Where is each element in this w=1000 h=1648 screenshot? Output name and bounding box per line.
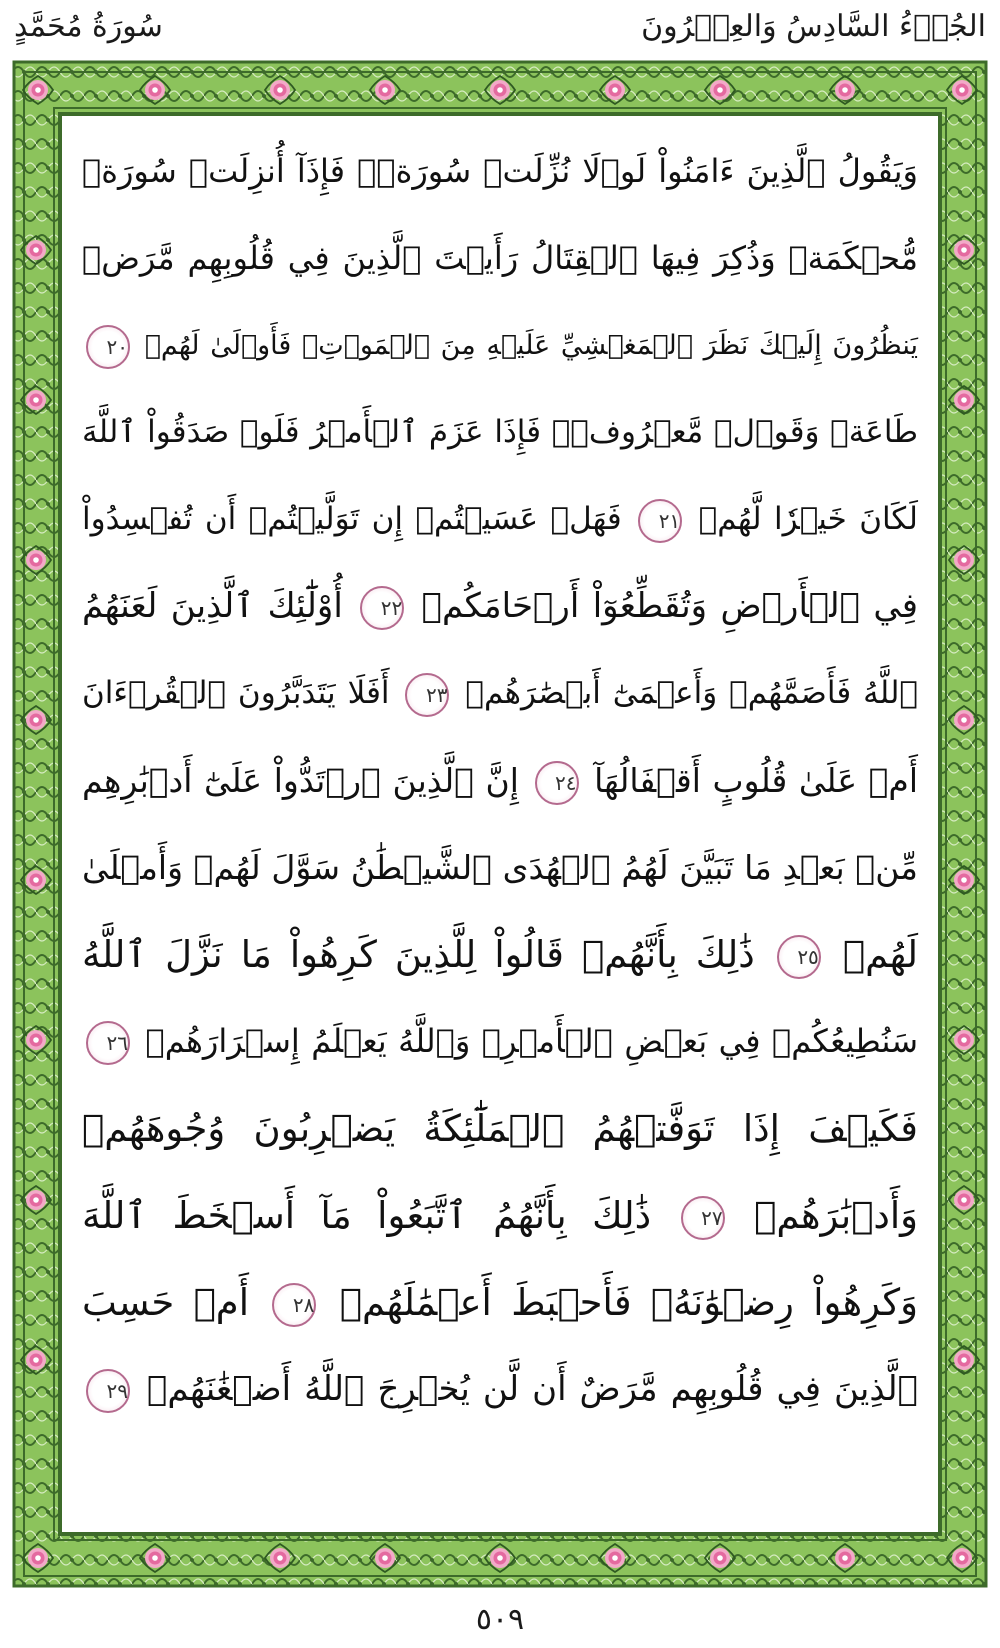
verse-text: لَهُمۡ xyxy=(842,933,919,976)
text-line xyxy=(72,824,928,911)
page-header xyxy=(0,0,1000,58)
text-line xyxy=(72,128,928,215)
text-line xyxy=(72,476,928,563)
ayah-number-marker: ٢٤ xyxy=(535,761,579,805)
text-line xyxy=(72,1346,928,1433)
verse-text: فَكَيۡفَ إِذَا تَوَفَّتۡهُمُ ٱلۡمَلَٰٓئِكَةُ يَضۡرِبُونَ وُجُوهَهُمۡ xyxy=(82,1107,918,1150)
verse-text: مُّحۡكَمَةٞ وَذُكِرَ فِيهَا ٱلۡقِتَالُ رَأَيۡتَ ٱلَّذِينَ فِي قُلُوبِهِم مَّرَضٞ xyxy=(82,239,918,277)
verse-text: ٱلَّذِينَ فِي قُلُوبِهِم مَّرَضٌ أَن لَّن يُخۡرِجَ ٱللَّهُ أَضۡغَٰنَهُمۡ xyxy=(147,1369,918,1409)
verse-text: أَمۡ حَسِبَ xyxy=(82,1281,249,1324)
ayah-number-marker: ٢٩ xyxy=(86,1369,130,1413)
verse-text: وَيَقُولُ ٱلَّذِينَ ءَامَنُواْ لَوۡلَا نُزِّلَتۡ سُورَةٞۖ فَإِذَآ أُنزِلَتۡ سُورَةٞ xyxy=(82,152,918,190)
verse-text: أَفَلَا يَتَدَبَّرُونَ ٱلۡقُرۡءَانَ xyxy=(82,675,390,711)
verse-text: ٱللَّهُ فَأَصَمَّهُمۡ وَأَعۡمَىٰٓ أَبۡصَٰرَهُمۡ xyxy=(465,675,919,711)
juz-name: الجُزۡءُ السَّادِسُ وَالعِشۡرُونَ xyxy=(641,9,986,44)
verse-text: أُوْلَٰٓئِكَ ٱلَّذِينَ لَعَنَهُمُ xyxy=(82,586,343,626)
text-line xyxy=(72,650,928,737)
text-line xyxy=(72,911,928,998)
text-line xyxy=(72,998,928,1085)
text-line xyxy=(72,215,928,302)
text-line xyxy=(72,563,928,650)
text-line xyxy=(72,389,928,476)
ayah-number-marker: ٢٣ xyxy=(405,673,449,717)
ayah-number-marker: ٢٦ xyxy=(86,1021,130,1065)
ayah-number-marker: ٢٠ xyxy=(86,325,130,369)
verse-text: أَمۡ عَلَىٰ قُلُوبٍ أَقۡفَالُهَآ xyxy=(594,761,919,800)
verse-text: فَهَلۡ عَسَيۡتُمۡ إِن تَوَلَّيۡتُمۡ أَن تُفۡسِدُواْ xyxy=(82,501,622,537)
verse-text: وَأَدۡبَٰرَهُمۡ xyxy=(754,1194,919,1237)
verse-text: إِنَّ ٱلَّذِينَ ٱرۡتَدُّواْ عَلَىٰٓ أَدۡبَٰرِهِم xyxy=(82,761,519,800)
verse-text: فِي ٱلۡأَرۡضِ وَتُقَطِّعُوٓاْ أَرۡحَامَكُمۡ xyxy=(421,586,918,626)
text-line xyxy=(72,302,928,389)
verse-text: طَاعَةٞ وَقَوۡلٞ مَّعۡرُوفٞۚ فَإِذَا عَزَمَ ٱلۡأَمۡرُ فَلَوۡ صَدَقُواْ ٱللَّهَ xyxy=(82,414,918,450)
page-number: ٥٠٩ xyxy=(475,1602,525,1637)
verse-text: سَنُطِيعُكُمۡ فِي بَعۡضِ ٱلۡأَمۡرِۖ وَٱللَّهُ يَعۡلَمُ إِسۡرَارَهُمۡ xyxy=(145,1022,919,1060)
text-line xyxy=(72,1172,928,1259)
ayah-number-marker: ٢٢ xyxy=(360,586,404,630)
text-line xyxy=(72,1259,928,1346)
verse-text: وَكَرِهُواْ رِضۡوَٰنَهُۥ فَأَحۡبَطَ أَعۡمَٰلَهُمۡ xyxy=(339,1281,918,1324)
verse-text: مِّنۢ بَعۡدِ مَا تَبَيَّنَ لَهُمُ ٱلۡهُدَى ٱلشَّيۡطَٰنُ سَوَّلَ لَهُمۡ وَأَمۡلَىٰ xyxy=(82,848,918,887)
verse-text: لَكَانَ خَيۡرٗا لَّهُمۡ xyxy=(698,501,918,537)
text-line xyxy=(72,1085,928,1172)
page-frame xyxy=(12,60,988,1588)
verse-text: ذَٰلِكَ بِأَنَّهُمۡ قَالُواْ لِلَّذِينَ كَرِهُواْ مَا نَزَّلَ ٱللَّهُ xyxy=(82,933,755,976)
quran-text-area xyxy=(72,128,928,1520)
verse-text: ذَٰلِكَ بِأَنَّهُمُ ٱتَّبَعُواْ مَآ أَسۡخَطَ ٱللَّهَ xyxy=(82,1194,652,1237)
text-line xyxy=(72,737,928,824)
ayah-number-marker: ٢٨ xyxy=(272,1283,316,1327)
ayah-number-marker: ٢٥ xyxy=(777,935,821,979)
surah-name: سُورَةُ مُحَمَّدٍ xyxy=(14,9,163,44)
ayah-number-marker: ٢١ xyxy=(638,499,682,543)
ayah-number-marker: ٢٧ xyxy=(681,1196,725,1240)
verse-text: يَنظُرُونَ إِلَيۡكَ نَظَرَ ٱلۡمَغۡشِيِّ عَلَيۡهِ مِنَ ٱلۡمَوۡتِۖ فَأَوۡلَىٰ لَهُمۡ xyxy=(144,330,918,361)
